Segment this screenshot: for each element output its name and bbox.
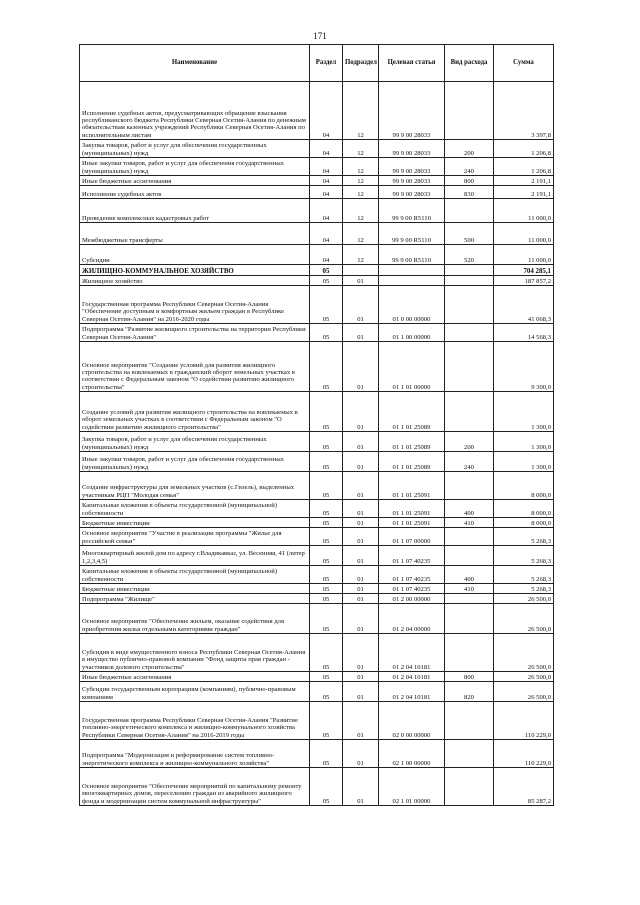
cell-podrazdel: 12 [343,186,379,199]
cell-podrazdel: 01 [343,432,379,452]
cell-statya: 99 9 00 28033 [379,82,445,140]
cell-statya: 99 9 00 R5110 [379,245,445,265]
cell-podrazdel: 01 [343,528,379,546]
cell-razdel: 05 [310,286,343,324]
cell-statya: 01 1 01 25091 [379,518,445,528]
cell-name: Иные закупки товаров, работ и услуг для обеспечения государственных (муниципальных) нужд [80,158,310,176]
col-header-vid: Вид расхода [445,45,494,82]
col-header-name: Наименование [80,45,310,82]
cell-razdel: 05 [310,702,343,740]
cell-name: Межбюджетные трансферты [80,223,310,245]
cell-name: Капитальные вложения в объекты государственной (муниципальной) собственности [80,566,310,584]
cell-statya: 01 1 01 25091 [379,472,445,500]
table-row [80,432,554,452]
cell-name: Иные закупки товаров, работ и услуг для обеспечения государственных (муниципальных) нужд [80,452,310,472]
cell-podrazdel: 01 [343,546,379,566]
cell-statya: 02 0 00 00000 [379,702,445,740]
cell-statya: 99 9 00 R5110 [379,199,445,223]
cell-razdel: 05 [310,594,343,604]
cell-vid: 400 [445,566,494,584]
cell-name: Закупка товаров, работ и услуг для обеспечения государственных (муниципальных) нужд [80,432,310,452]
cell-razdel: 05 [310,432,343,452]
cell-summa: 5 268,3 [494,584,554,594]
cell-razdel: 05 [310,604,343,634]
cell-name: Бюджетные инвестиции [80,518,310,528]
cell-vid: 820 [445,682,494,702]
cell-summa: 2 191,1 [494,176,554,186]
cell-razdel: 04 [310,82,343,140]
cell-vid: 200 [445,140,494,158]
table-row [80,82,554,140]
cell-razdel: 05 [310,265,343,276]
cell-summa: 110 229,0 [494,740,554,768]
cell-podrazdel: 01 [343,324,379,342]
table-row [80,768,554,806]
cell-podrazdel: 01 [343,682,379,702]
cell-podrazdel: 12 [343,176,379,186]
cell-podrazdel: 01 [343,500,379,518]
cell-statya: 01 1 01 25089 [379,432,445,452]
cell-summa: 1 300,0 [494,392,554,432]
cell-razdel: 05 [310,566,343,584]
cell-razdel: 05 [310,500,343,518]
table-row [80,702,554,740]
cell-summa: 26 500,0 [494,594,554,604]
cell-vid [445,324,494,342]
cell-podrazdel: 01 [343,342,379,392]
cell-summa: 2 191,1 [494,186,554,199]
cell-podrazdel: 01 [343,472,379,500]
cell-name: Проведение комплексных кадастровых работ [80,199,310,223]
cell-statya: 01 1 01 25091 [379,500,445,518]
cell-summa: 1 300,0 [494,432,554,452]
cell-summa: 41 068,3 [494,286,554,324]
cell-razdel: 05 [310,392,343,432]
cell-summa: 8 000,0 [494,518,554,528]
cell-statya: 99 9 00 R5110 [379,223,445,245]
table-row [80,158,554,176]
cell-razdel: 05 [310,472,343,500]
cell-summa: 8 000,0 [494,500,554,518]
table-row [80,186,554,199]
cell-vid [445,634,494,672]
cell-name: Иные бюджетные ассигнования [80,176,310,186]
table-row [80,140,554,158]
cell-statya: 01 2 04 10181 [379,672,445,682]
cell-vid [445,472,494,500]
cell-statya: 01 1 01 25089 [379,392,445,432]
cell-name: Бюджетные инвестиции [80,584,310,594]
cell-name: Капитальные вложения в объекты государственной (муниципальной) собственности [80,500,310,518]
cell-summa: 5 268,3 [494,546,554,566]
cell-razdel: 04 [310,186,343,199]
cell-summa: 110 229,0 [494,702,554,740]
cell-vid [445,342,494,392]
cell-vid [445,392,494,432]
cell-name: Подпрограмма "Развитие жилищного строительства на территории Республики Северная Осетия-Алания" [80,324,310,342]
cell-statya: 01 2 04 10181 [379,682,445,702]
cell-vid: 410 [445,518,494,528]
cell-statya [379,265,445,276]
cell-podrazdel: 12 [343,140,379,158]
table-row [80,518,554,528]
cell-statya: 02 1 01 00000 [379,768,445,806]
cell-statya: 01 2 00 00000 [379,594,445,604]
cell-vid [445,265,494,276]
cell-statya: 99 9 00 28033 [379,140,445,158]
cell-name: Субсидии государственным корпорациям (компаниям), публично-правовым компаниям [80,682,310,702]
cell-podrazdel: 01 [343,594,379,604]
cell-summa: 85 287,2 [494,768,554,806]
cell-statya: 99 9 00 28033 [379,186,445,199]
cell-summa: 8 000,0 [494,472,554,500]
cell-statya: 01 1 07 40235 [379,584,445,594]
cell-razdel: 05 [310,768,343,806]
cell-razdel: 05 [310,672,343,682]
cell-statya: 01 2 04 00000 [379,604,445,634]
table-row [80,265,554,276]
cell-razdel: 05 [310,528,343,546]
page-number: 171 [313,31,327,41]
table-row [80,528,554,546]
cell-statya: 01 1 01 25089 [379,452,445,472]
table-header [80,45,554,82]
cell-podrazdel: 12 [343,199,379,223]
cell-razdel: 04 [310,158,343,176]
cell-razdel: 05 [310,276,343,286]
cell-statya: 01 1 00 00000 [379,324,445,342]
cell-statya: 01 1 07 40235 [379,546,445,566]
cell-podrazdel: 01 [343,672,379,682]
table-row [80,672,554,682]
cell-podrazdel: 01 [343,740,379,768]
cell-vid: 800 [445,672,494,682]
cell-summa: 1 206,8 [494,158,554,176]
cell-podrazdel: 01 [343,518,379,528]
cell-vid: 240 [445,452,494,472]
cell-podrazdel: 01 [343,276,379,286]
cell-podrazdel: 12 [343,158,379,176]
table-row [80,276,554,286]
cell-name: Многоквартирный жилой дом по адресу г.Владикавказ, ул. Весенняя, 41 (литер 1,2,3,4,5) [80,546,310,566]
col-header-podrazdel: Подраздел [343,45,379,82]
cell-name: Исполнение судебных актов [80,186,310,199]
cell-podrazdel: 12 [343,82,379,140]
cell-summa: 1 300,0 [494,452,554,472]
cell-podrazdel: 01 [343,566,379,584]
cell-podrazdel: 01 [343,768,379,806]
cell-razdel: 05 [310,740,343,768]
cell-summa: 14 568,3 [494,324,554,342]
table-row [80,584,554,594]
cell-vid: 500 [445,223,494,245]
table-row [80,245,554,265]
cell-vid [445,740,494,768]
cell-summa: 26 500,0 [494,672,554,682]
cell-statya: 99 9 00 28033 [379,176,445,186]
cell-name: Основное мероприятие "Обеспечение мероприятий по капитальному ремонту многоквартирных домов, переселению граждан из аварийного жилищного фонда и модернизации систем коммунальной инфраструктуры" [80,768,310,806]
cell-razdel: 04 [310,199,343,223]
cell-statya: 01 1 01 00000 [379,342,445,392]
cell-summa: 3 397,8 [494,82,554,140]
cell-vid [445,546,494,566]
cell-razdel: 04 [310,176,343,186]
cell-vid: 200 [445,432,494,452]
cell-vid: 800 [445,176,494,186]
cell-name: Подпрограмма "Жилище" [80,594,310,604]
cell-podrazdel: 01 [343,452,379,472]
cell-name: Субсидии [80,245,310,265]
cell-name: Иные бюджетные ассигнования [80,672,310,682]
cell-summa: 187 857,2 [494,276,554,286]
cell-vid [445,276,494,286]
cell-vid: 520 [445,245,494,265]
table-row [80,634,554,672]
cell-razdel: 04 [310,223,343,245]
cell-vid [445,594,494,604]
cell-summa: 9 300,0 [494,342,554,392]
cell-razdel: 05 [310,452,343,472]
cell-vid [445,768,494,806]
cell-podrazdel: 01 [343,392,379,432]
cell-name: Основное мероприятие "Участие в реализации программы "Жилье для российской семьи" [80,528,310,546]
cell-vid [445,199,494,223]
cell-vid [445,286,494,324]
cell-statya: 01 1 07 00000 [379,528,445,546]
cell-summa: 11 000,0 [494,245,554,265]
cell-razdel: 05 [310,634,343,672]
cell-summa: 5 268,3 [494,528,554,546]
cell-vid: 400 [445,500,494,518]
cell-summa: 11 000,0 [494,223,554,245]
cell-name: Субсидия в виде имущественного взноса Республики Северная Осетия-Алания в имущество публично-правовой компании "Фонд защиты прав граждан - участников долевого строительства" [80,634,310,672]
cell-razdel: 05 [310,342,343,392]
table-row [80,286,554,324]
cell-podrazdel: 01 [343,584,379,594]
cell-summa: 1 206,8 [494,140,554,158]
cell-name: ЖИЛИЩНО-КОММУНАЛЬНОЕ ХОЗЯЙСТВО [80,265,310,276]
cell-podrazdel: 12 [343,245,379,265]
cell-vid: 410 [445,584,494,594]
cell-vid: 240 [445,158,494,176]
cell-statya: 01 2 04 10181 [379,634,445,672]
budget-table [79,44,554,806]
cell-vid [445,82,494,140]
table-row [80,223,554,245]
cell-summa: 26 500,0 [494,682,554,702]
cell-vid [445,702,494,740]
cell-name: Создание условий для развития жилищного строительства на вовлекаемых в оборот земельных участках в соответствии с Федеральным законом "О содействии развитию жилищного строительства" [80,392,310,432]
cell-name: Создание инфраструктуры для земельных участков (с.Гизель), выделенных участникам РЦП "Молодая семья" [80,472,310,500]
cell-vid [445,604,494,634]
cell-summa: 26 500,0 [494,634,554,672]
table-row [80,740,554,768]
cell-podrazdel: 01 [343,286,379,324]
table-row [80,682,554,702]
cell-podrazdel: 01 [343,634,379,672]
table-row [80,546,554,566]
cell-name: Жилищное хозяйство [80,276,310,286]
table-row [80,342,554,392]
table-row [80,199,554,223]
table-row [80,594,554,604]
cell-statya: 99 9 00 28033 [379,158,445,176]
cell-razdel: 05 [310,546,343,566]
cell-razdel: 05 [310,682,343,702]
cell-summa: 26 500,0 [494,604,554,634]
cell-summa: 11 000,0 [494,199,554,223]
table-row [80,176,554,186]
cell-statya: 01 1 07 40235 [379,566,445,584]
cell-statya: 01 0 00 00000 [379,286,445,324]
cell-podrazdel: 01 [343,604,379,634]
table-body [80,82,554,806]
cell-name: Исполнение судебных актов, предусматривающих обращение взыскания республиканского бюджета Республики Северная Осетия-Алания по денежным обязательствам казенных учреждений Республики Северная Осетия-Алания по исполнительным листам [80,82,310,140]
cell-razdel: 05 [310,518,343,528]
cell-name: Подпрограмма "Модернизация и реформирование систем топливно-энергетического комплекса и жилищно-коммунального хозяйства" [80,740,310,768]
col-header-razdel: Раздел [310,45,343,82]
table-row [80,566,554,584]
cell-vid [445,528,494,546]
col-header-summa: Сумма [494,45,554,82]
cell-statya: 02 1 00 00000 [379,740,445,768]
cell-statya [379,276,445,286]
table-row [80,392,554,432]
cell-razdel: 04 [310,140,343,158]
cell-razdel: 04 [310,245,343,265]
cell-name: Государственная программа Республики Северная Осетия-Алания "Обеспечение доступным и комфортным жильем граждан в Республике Северная Осетия-Алания" на 2016-2020 годы [80,286,310,324]
cell-podrazdel: 12 [343,223,379,245]
table-row [80,452,554,472]
cell-name: Государственная программа Республики Северная Осетия-Алания "Развитие топливно-энергетического комплекса и жилищно-коммунального хозяйства Республики Северная Осетия-Алания" на 2016-2019 годы [80,702,310,740]
cell-podrazdel [343,265,379,276]
cell-vid: 830 [445,186,494,199]
cell-name: Закупка товаров, работ и услуг для обеспечения государственных (муниципальных) нужд [80,140,310,158]
cell-summa: 5 268,3 [494,566,554,584]
table-row [80,324,554,342]
cell-summa: 704 285,1 [494,265,554,276]
table-row [80,472,554,500]
cell-name: Основное мероприятие "Обеспечение жильем, оказание содействия для приобретения жилья отдельными категориями граждан" [80,604,310,634]
cell-name: Основное мероприятие "Создание условий для развития жилищного строительства на вовлекаемых в гражданский оборот земельных участках в соответствии с Федеральным законом "О содействии развитию жилищного строительства" [80,342,310,392]
col-header-statya: Целевая статья [379,45,445,82]
cell-podrazdel: 01 [343,702,379,740]
cell-razdel: 05 [310,324,343,342]
cell-razdel: 05 [310,584,343,594]
table-row [80,500,554,518]
table-row [80,604,554,634]
